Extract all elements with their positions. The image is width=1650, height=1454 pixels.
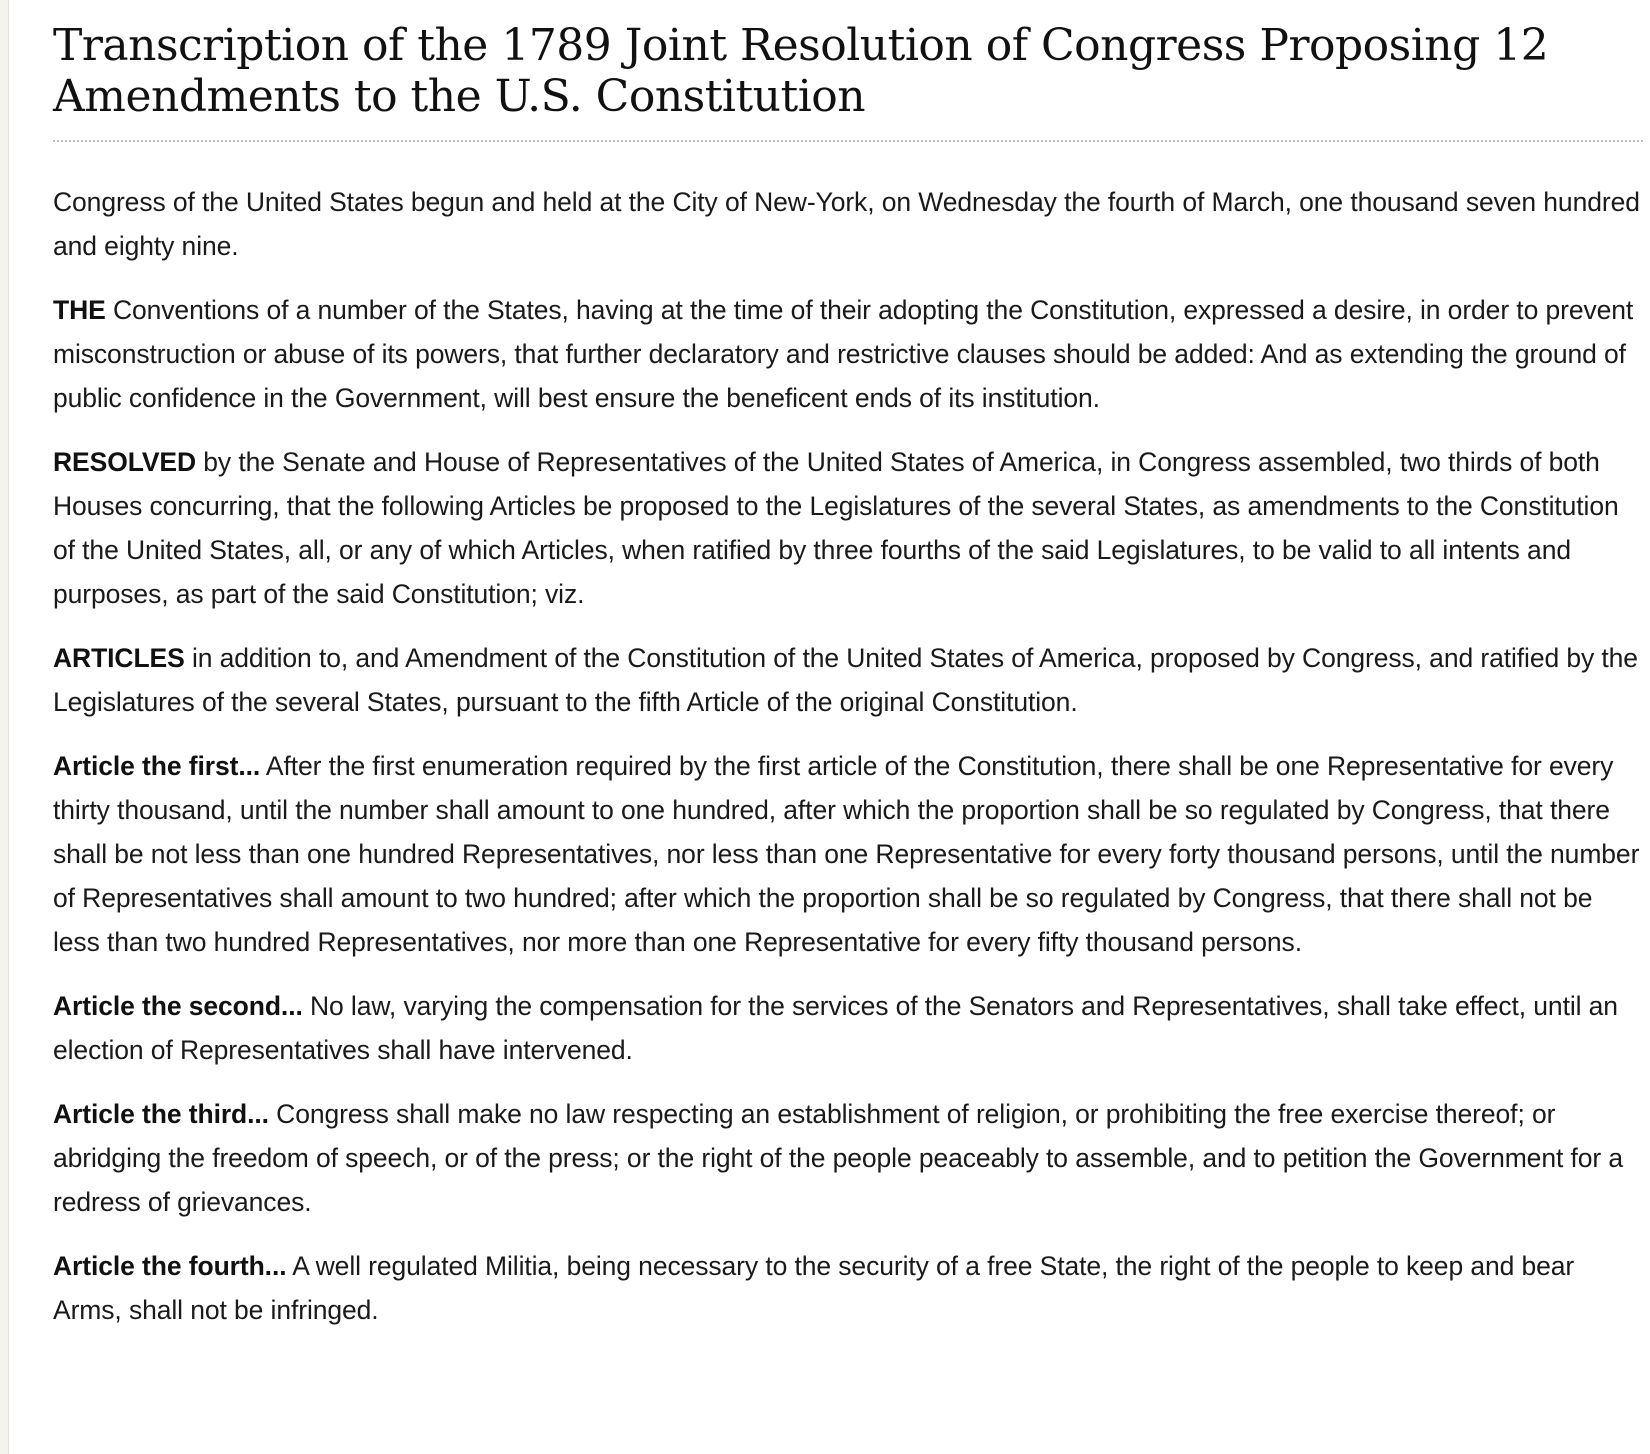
paragraph-lead: Article the third... xyxy=(53,1099,269,1129)
paragraph-lead: Article the second... xyxy=(53,991,303,1021)
paragraph-lead: Article the first... xyxy=(53,751,261,781)
paragraph-lead: RESOLVED xyxy=(53,447,197,477)
paragraph-articles xyxy=(53,636,1643,724)
paragraph-text: No law, varying the compensation for the services of the Senators and Representatives, shall take effect, until an election of Representatives shall have intervened. xyxy=(53,991,1618,1065)
paragraph-text: After the first enumeration required by the first article of the Constitution, there shall be one Representative for every thirty thousand, until the number shall amount to one hundred, after which the proportion shall be so regulated by Congress, that there shall be not less than one hundred Representatives, nor less than one Representative for every forty thousand persons, until the number of Representatives shall amount to two hundred; after which the proportion shall be so regulated by Congress, that there shall not be less than two hundred Representatives, nor more than one Representative for every fifty thousand persons. xyxy=(53,751,1640,957)
paragraph-lead: Article the fourth... xyxy=(53,1251,287,1281)
paragraph-article-second xyxy=(53,984,1643,1072)
paragraph-text: Conventions of a number of the States, having at the time of their adopting the Constitution, expressed a desire, in order to prevent misconstruction or abuse of its powers, that further declaratory and restrictive clauses should be added: And as extending the ground of public confidence in the Government, will best ensure the beneficent ends of its institution. xyxy=(53,295,1634,413)
paragraph-lead: THE xyxy=(53,295,106,325)
page-container xyxy=(8,0,1650,1454)
page-title: Transcription of the 1789 Joint Resolution of Congress Proposing 12 Amendments to the U.S. Constitution xyxy=(53,20,1643,142)
paragraph-text: in addition to, and Amendment of the Constitution of the United States of America, proposed by Congress, and ratified by the Legislatures of the several States, pursuant to the fifth Article of the original Constitution. xyxy=(53,643,1638,717)
paragraph-article-first xyxy=(53,744,1643,964)
paragraph-conventions xyxy=(53,288,1643,420)
paragraph-resolved xyxy=(53,440,1643,616)
paragraph-lead: ARTICLES xyxy=(53,643,185,673)
paragraph-preamble xyxy=(53,180,1643,268)
article-content xyxy=(53,14,1643,1352)
paragraph-article-third xyxy=(53,1092,1643,1224)
paragraph-text: Congress of the United States begun and held at the City of New-York, on Wednesday the fourth of March, one thousand seven hundred and eighty nine. xyxy=(53,187,1640,261)
paragraph-text: Congress shall make no law respecting an establishment of religion, or prohibiting the free exercise thereof; or abridging the freedom of speech, or of the press; or the right of the people peaceably to assemble, and to petition the Government for a redress of grievances. xyxy=(53,1099,1624,1217)
transcription-body xyxy=(53,180,1643,1332)
paragraph-text: A well regulated Militia, being necessary to the security of a free State, the right of the people to keep and bear Arms, shall not be infringed. xyxy=(53,1251,1575,1325)
paragraph-text: by the Senate and House of Representatives of the United States of America, in Congress assembled, two thirds of both Houses concurring, that the following Articles be proposed to the Legislatures of the several States, as amendments to the Constitution of the United States, all, or any of which Articles, when ratified by three fourths of the said Legislatures, to be valid to all intents and purposes, as part of the said Constitution; viz. xyxy=(53,447,1619,609)
paragraph-article-fourth xyxy=(53,1244,1643,1332)
